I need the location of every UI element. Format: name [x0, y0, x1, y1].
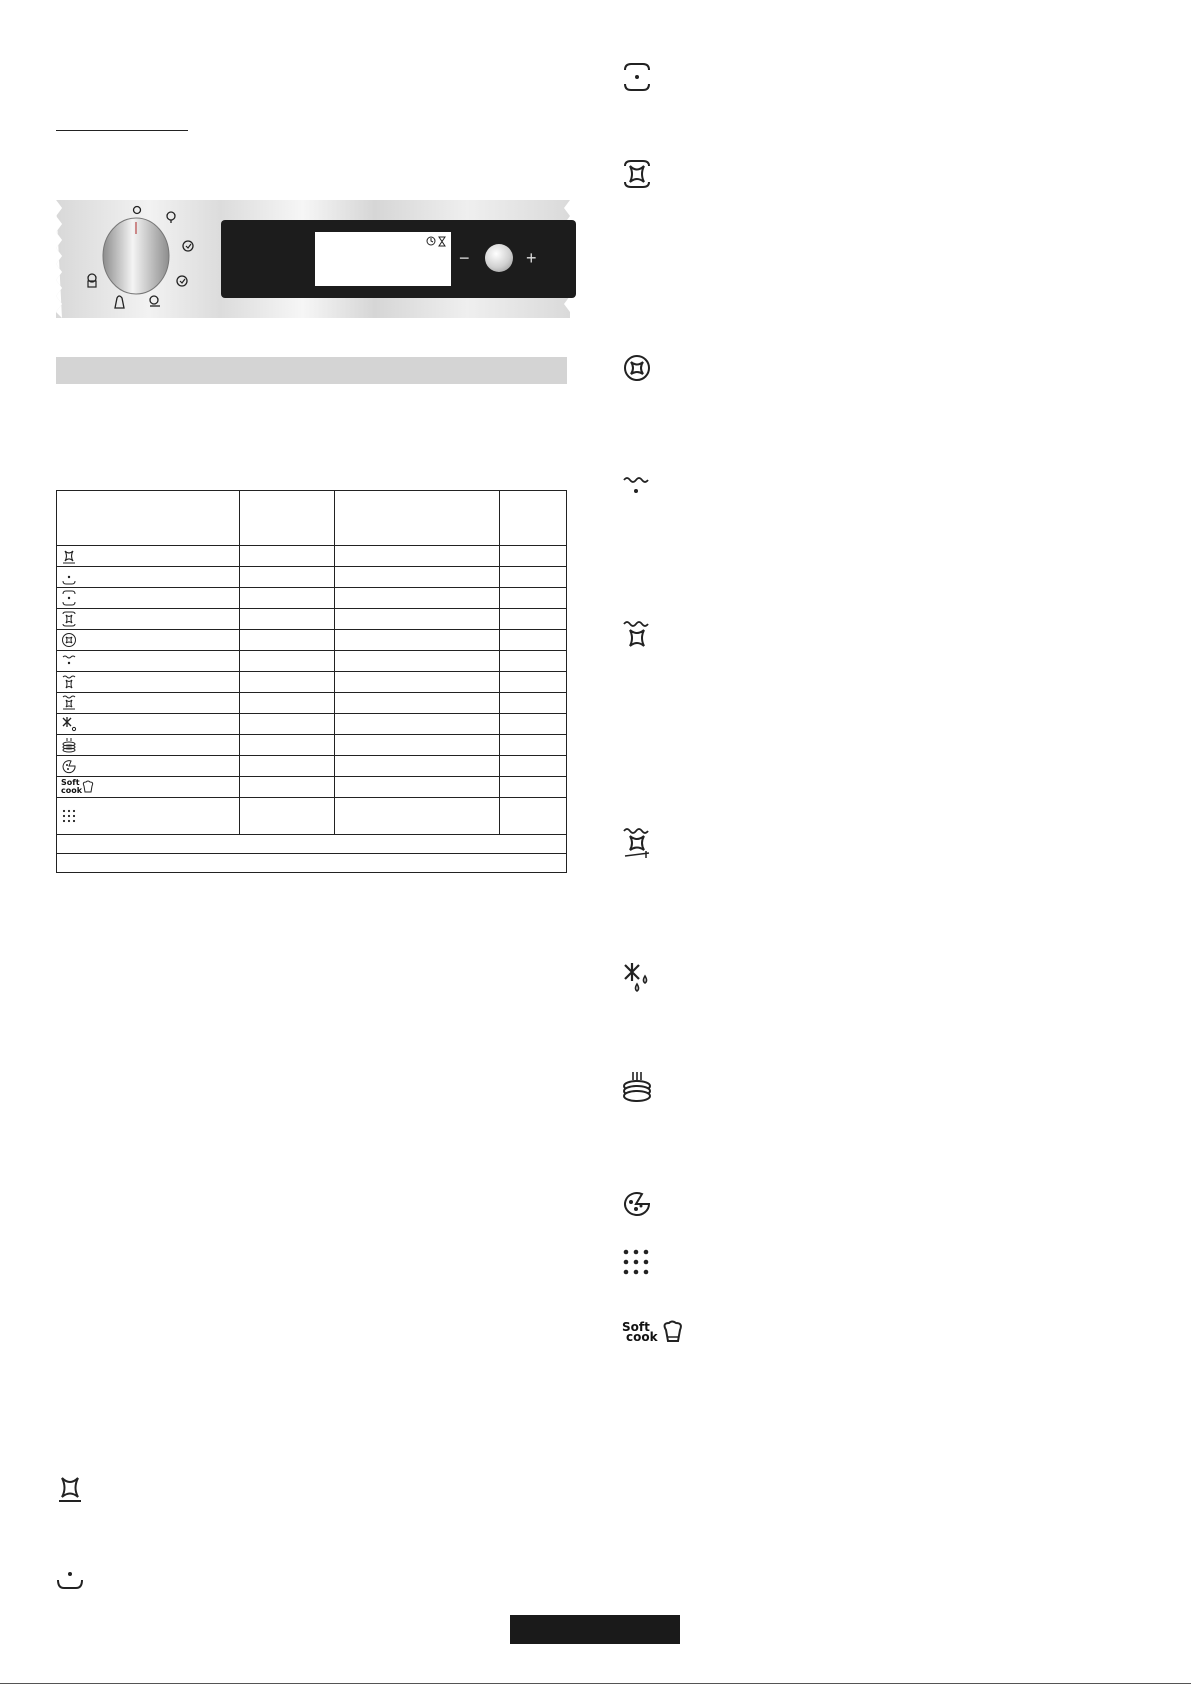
table-row [57, 630, 567, 651]
plus-button[interactable]: + [526, 248, 537, 268]
child-lock-icon [88, 274, 96, 287]
lcd-indicators [315, 232, 451, 286]
top-bottom-heat-icon [61, 590, 77, 606]
circular-fan-icon [61, 632, 77, 648]
light-icon [167, 212, 175, 223]
table-header-cell [335, 491, 500, 546]
control-panel [56, 200, 570, 318]
top-bottom-heat-icon [622, 62, 652, 92]
fan-bottom-heat-icon [61, 548, 77, 564]
minus-button[interactable]: − [459, 248, 470, 268]
defrost-icon [622, 962, 652, 992]
table-row [57, 546, 567, 567]
table-row [57, 609, 567, 630]
table-row [57, 693, 567, 714]
table-row [57, 756, 567, 777]
cook-time-icon [150, 296, 160, 306]
bottom-rule [0, 1683, 1191, 1684]
table-footnote-row [57, 854, 567, 873]
off-icon [134, 207, 141, 214]
eco-dots-icon [622, 1248, 650, 1276]
page-footer-tab [510, 1615, 680, 1644]
pizza-icon [622, 1191, 652, 1217]
chef-hat-icon [82, 780, 94, 794]
table-header-row [57, 491, 567, 546]
pizza-icon [61, 758, 77, 774]
table-row [57, 777, 567, 798]
table-footnote-row [57, 835, 567, 854]
circular-fan-icon [622, 353, 652, 383]
grill-icon [622, 474, 652, 496]
section-bar [56, 357, 567, 384]
soft-cook-icon [622, 1320, 684, 1344]
table-header-cell [240, 491, 335, 546]
defrost-icon [61, 716, 77, 732]
turbo-grill-icon [61, 695, 77, 711]
cook-label: cook [626, 1330, 658, 1344]
table-header-cell [57, 491, 240, 546]
main-dial[interactable] [56, 200, 216, 318]
fan-top-bottom-heat-icon [622, 159, 652, 189]
table-row [57, 567, 567, 588]
soft-cook-icon: Soft cook [61, 778, 83, 795]
timer-end-icon [177, 276, 187, 286]
clock-icon [183, 241, 193, 251]
chef-hat-icon [662, 1320, 684, 1344]
fan-grill-icon [61, 674, 77, 690]
program-table [56, 490, 567, 873]
bottom-heat-icon [56, 1568, 84, 1590]
fan-grill-icon [622, 620, 652, 650]
table-row [57, 651, 567, 672]
selector-knob[interactable] [485, 244, 513, 272]
heading-underline [56, 130, 188, 131]
fan-bottom-heat-icon [56, 1475, 84, 1503]
table-row [57, 588, 567, 609]
alarm-bell-icon [115, 296, 124, 308]
plate-warmer-icon [622, 1071, 652, 1105]
table-row [57, 714, 567, 735]
eco-dots-icon [61, 808, 77, 824]
table-row [57, 798, 567, 835]
grill-icon [61, 653, 77, 669]
table-row [57, 735, 567, 756]
display-panel [221, 220, 576, 298]
table-header-cell [500, 491, 567, 546]
fan-top-bottom-heat-icon [61, 611, 77, 627]
hourglass-indicator-icon [439, 237, 445, 246]
table-row [57, 672, 567, 693]
lcd-screen [315, 232, 451, 286]
clock-indicator-icon [427, 237, 435, 245]
bottom-heat-icon [61, 569, 77, 585]
plate-warmer-icon [61, 737, 77, 753]
soft-label: Soft [622, 1320, 650, 1334]
turbo-grill-icon [622, 827, 652, 859]
